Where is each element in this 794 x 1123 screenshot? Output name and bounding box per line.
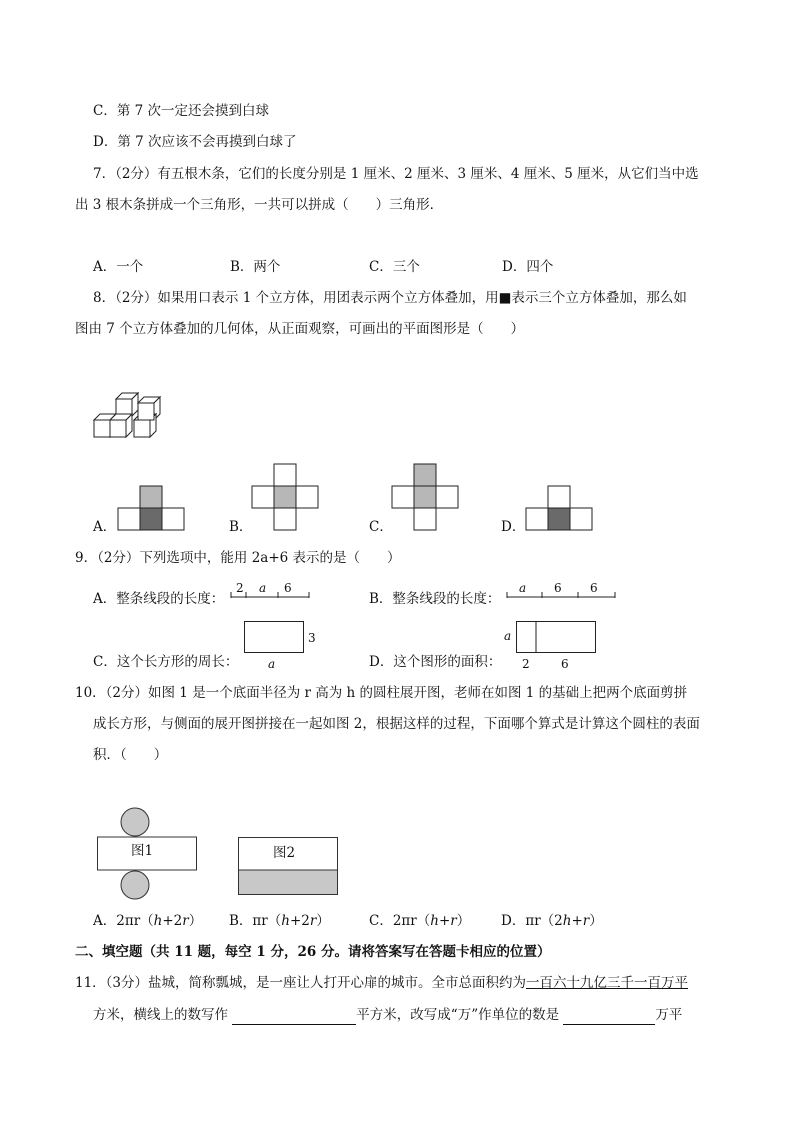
q9-option-c-rectangle	[244, 621, 306, 655]
q9-stem: 9．（2分）下列选项中，能用 2a+6 表示的是（ ）	[75, 550, 401, 566]
q10-option-b: B．πr（h+2r）	[229, 913, 330, 929]
q8-option-d-figure	[526, 486, 594, 532]
combined-base-rect	[239, 870, 338, 895]
q9-option-b-label: B．整条线段的长度：	[369, 591, 501, 607]
q10-stem-line3: 积．（ ）	[93, 747, 168, 763]
q11-blank-1[interactable]	[232, 1010, 356, 1025]
bottom-base-circle	[121, 871, 149, 899]
q10-stem-line1: 10．（2分）如图 1 是一个底面半径为 r 高为 h 的圆柱展开图，老师在如图 1 的基础上把两个底面剪拼	[75, 685, 688, 701]
top-base-circle	[121, 808, 149, 836]
q7-option-b: B．两个	[230, 259, 281, 275]
q6-option-c: C．第 7 次一定还会摸到白球	[93, 103, 270, 119]
q9-c-dim-a: a	[268, 657, 276, 671]
q9-option-d-figure	[516, 621, 598, 655]
q8-option-b-figure	[252, 464, 320, 532]
q8-option-d-label: D．	[501, 519, 526, 535]
q8-option-b-label: B．	[229, 519, 253, 535]
q11-blank-2[interactable]	[563, 1010, 655, 1025]
q9-option-a-label: A．整条线段的长度：	[93, 591, 225, 607]
q7-option-d: D．四个	[502, 259, 554, 275]
section-2-heading: 二、填空题（共 11 题，每空 1 分，26 分。请将答案写在答题卡相应的位置）	[75, 944, 551, 960]
q9-d-dim-a: a	[504, 629, 512, 643]
q8-stem-line1: 8．（2分）如果用口表示 1 个立方体，用团表示两个立方体叠加，用■表示三个立方体叠加，那么如	[93, 290, 687, 306]
q7-stem-line1: 7．（2分）有五根木条，它们的长度分别是 1 厘米、2 厘米、3 厘米、4 厘米、5 厘米，从它们当中选	[93, 166, 699, 182]
fig2-label: 图2	[273, 845, 296, 861]
q9-option-d-label: D．这个图形的面积：	[369, 654, 502, 670]
q10-option-d: D．πr（2h+r）	[501, 913, 603, 929]
q10-option-c: C．2πr（h+r）	[369, 913, 471, 929]
q7-option-a: A．一个	[93, 259, 144, 275]
fig1-label: 图1	[131, 843, 154, 859]
q8-option-c-label: C．	[369, 519, 393, 535]
q7-stem-line2: 出 3 根木条拼成一个三角形，一共可以拼成（ ）三角形．	[75, 197, 444, 213]
q11-line2: 方米，横线上的数写作 平方米，改写成“万”作单位的数是 万平	[93, 1007, 683, 1023]
q11-line1: 11．（3分）盐城，简称瓢城，是一座让人打开心扉的城市。全市总面积约为一百六十九亿三千一百万平	[75, 975, 689, 991]
q9-a-seg-a: a	[259, 581, 267, 595]
q9-b-seg-a: a	[519, 581, 527, 595]
q9-c-dim-3: 3	[308, 631, 316, 645]
cube-front-face	[116, 399, 132, 416]
q9-d-dim-2: 2	[522, 657, 530, 671]
q9-b-seg-6a: 6	[554, 581, 562, 595]
q10-stem-line2: 成长方形，与侧面的展开图拼接在一起如图 2，根据这样的过程，下面哪个算式是计算这个圆柱的表面	[93, 716, 700, 732]
q8-option-c-figure	[392, 464, 460, 532]
q7-option-c: C．三个	[369, 259, 420, 275]
q8-option-a-figure	[118, 486, 186, 532]
q10-option-a: A．2πr（h+2r）	[93, 913, 203, 929]
q6-option-d: D．第 7 次应该不会再摸到白球了	[93, 134, 297, 150]
q8-stem-line2: 图由 7 个立方体叠加的几何体，从正面观察，可画出的平面图形是（ ）	[75, 321, 525, 337]
q8-option-a-label: A．	[93, 519, 117, 535]
q9-a-seg-6: 6	[284, 581, 292, 595]
q9-option-c-label: C．这个长方形的周长：	[93, 654, 239, 670]
q9-a-seg-2: 2	[236, 581, 244, 595]
q9-b-seg-6b: 6	[590, 581, 598, 595]
q9-d-dim-6: 6	[561, 657, 569, 671]
cube-stack-figure	[90, 383, 170, 448]
